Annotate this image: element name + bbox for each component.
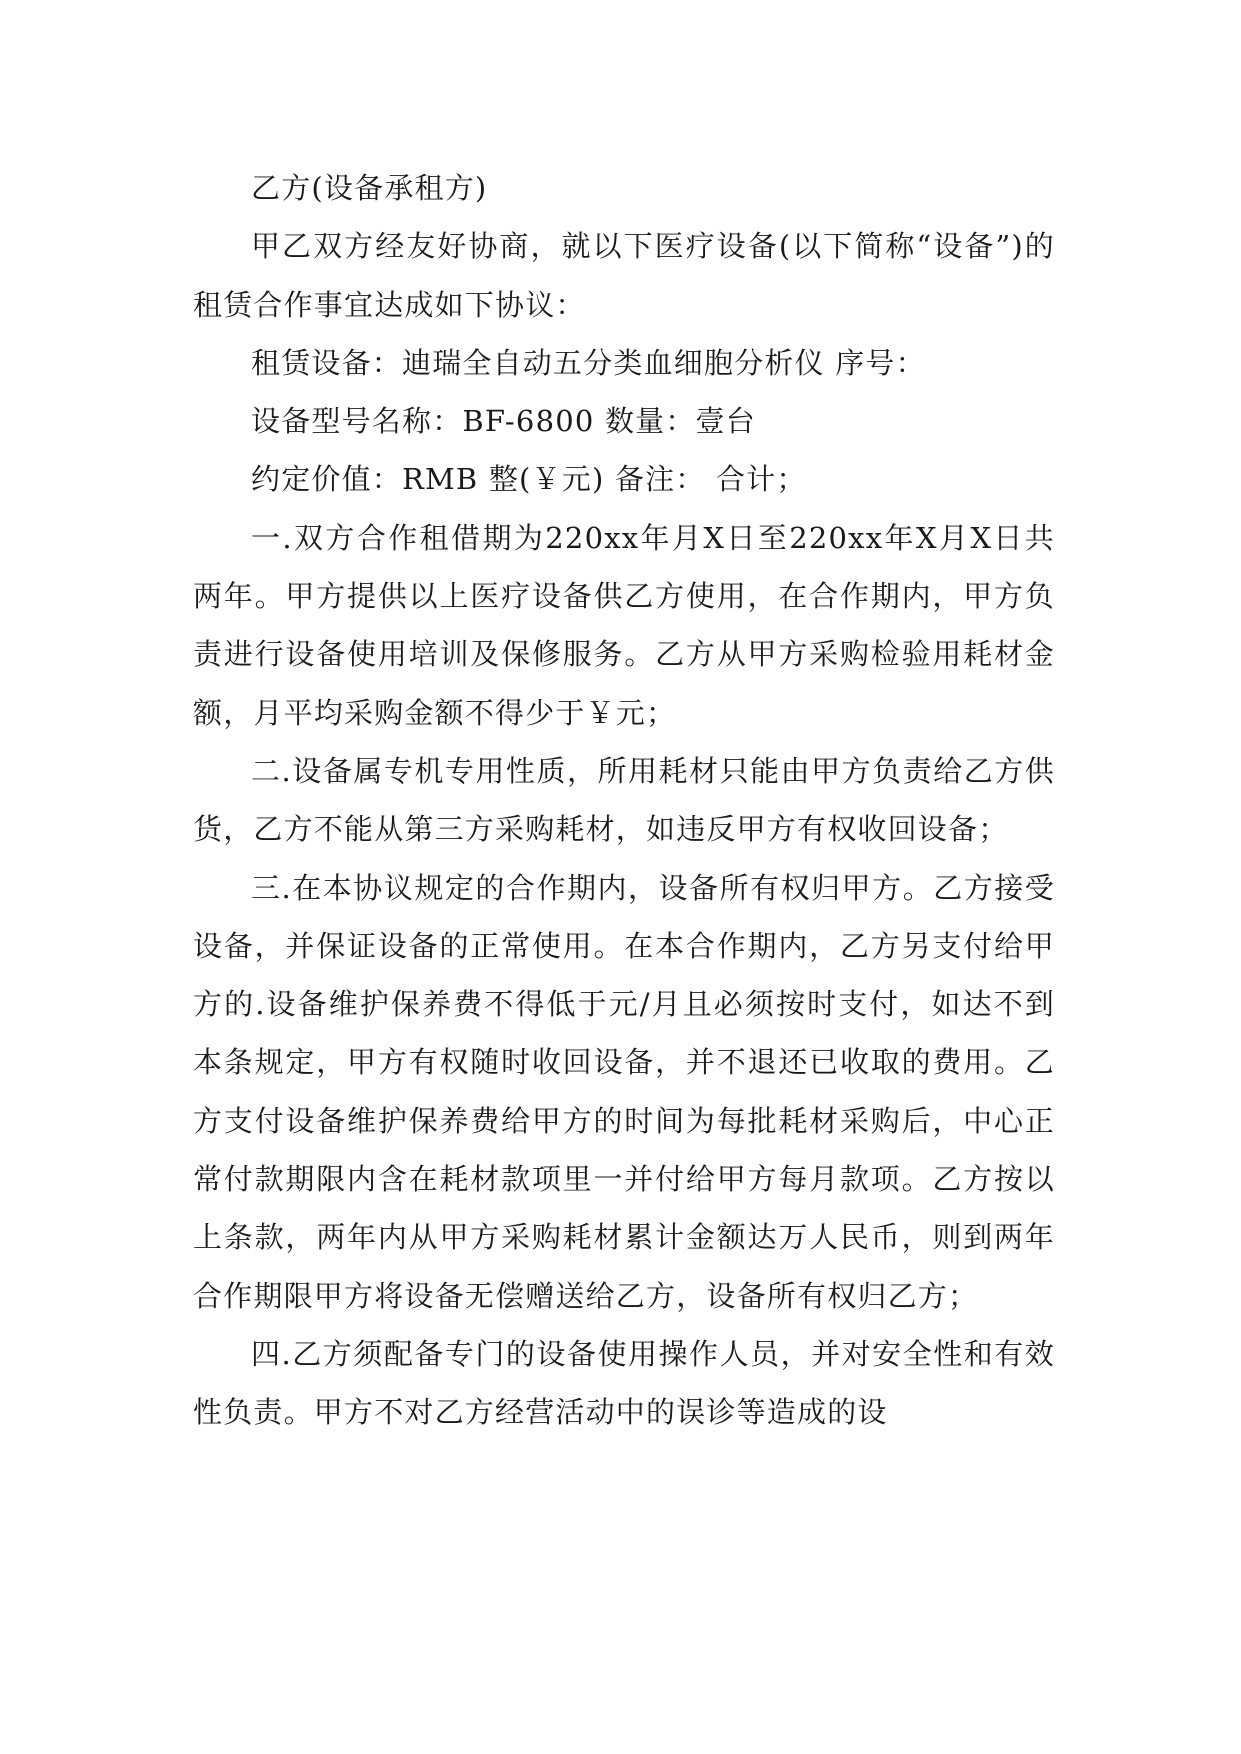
paragraph-preamble: 甲乙双方经友好协商，就以下医疗设备(以下简称“设备”)的租赁合作事宜达成如下协议： xyxy=(193,229,1055,322)
paragraph-clause-1: 一.双方合作租借期为220xx年月X日至220xx年X月X日共两年。甲方提供以上医疗设备供乙方使用，在合作期内，甲方负责进行设备使用培训及保修服务。乙方从甲方采购检验用耗材金额，月平均采购金额不得少于￥元； xyxy=(193,520,1055,730)
paragraph-equipment-model: 设备型号名称：BF-6800 数量：壹台 xyxy=(251,404,756,439)
paragraph-leased-equipment: 租赁设备：迪瑞全自动五分类血细胞分析仪 序号： xyxy=(251,345,926,380)
paragraph-lessee-heading: 乙方(设备承租方) xyxy=(251,171,488,205)
paragraph-clause-4: 四.乙方须配备专门的设备使用操作人员，并对安全性和有效性负责。甲方不对乙方经营活动中的误诊等造成的设 xyxy=(193,1336,1055,1430)
document-body xyxy=(193,159,1055,1442)
paragraph-clause-3: 三.在本协议规定的合作期内，设备所有权归甲方。乙方接受设备，并保证设备的正常使用。在本合作期内，乙方另支付给甲方的.设备维护保养费不得低于元/月且必须按时支付，如达不到本条规定，甲方有权随时收回设备，并不退还已收取的费用。乙方支付设备维护保养费给甲方的时间为每批耗材采购后，中心正常付款期限内含在耗材款项里一并付给甲方每月款项。乙方按以上条款，两年内从甲方采购耗材累计金额达万人民币，则到两年合作期限甲方将设备无偿赠送给乙方，设备所有权归乙方； xyxy=(193,870,1055,1313)
paragraph-agreed-value: 约定价值：RMB 整(￥元) 备注： 合计； xyxy=(251,462,807,497)
paragraph-clause-2: 二.设备属专机专用性质，所用耗材只能由甲方负责给乙方供货，乙方不能从第三方采购耗材，如违反甲方有权收回设备； xyxy=(193,753,1055,847)
